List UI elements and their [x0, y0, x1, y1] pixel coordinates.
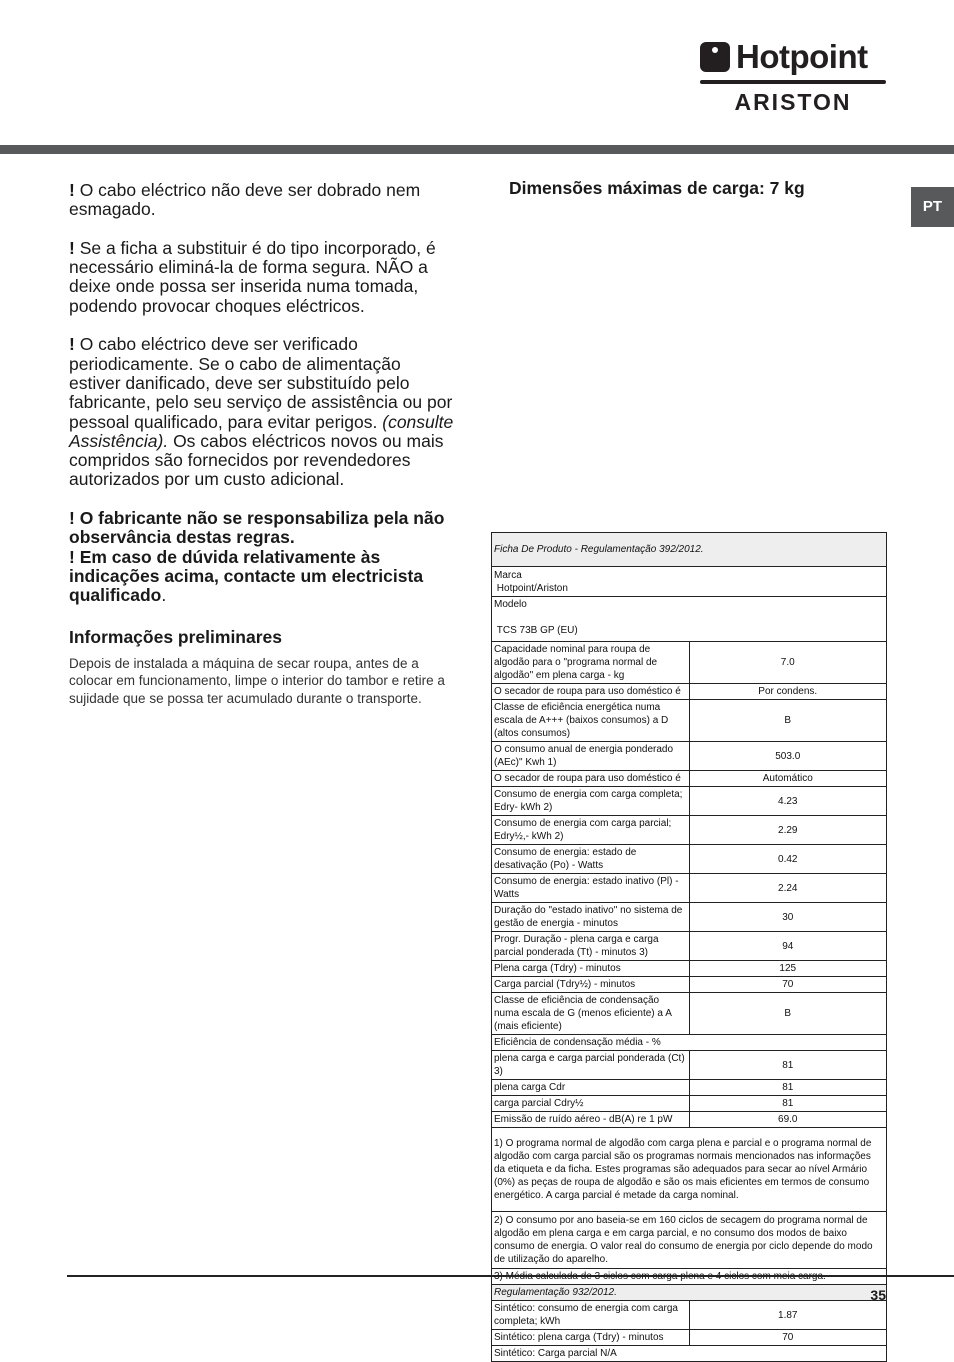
footnote-2: 2) O consumo por ano baseia-se em 160 ciclos de secagem do programa normal de algodão em plena carga e em carga parcial, e no consumo dos modos de baixo consumo de energia. O valor real do consumo de energia por ciclo depende do modo de utilização do aparelho.	[492, 1212, 887, 1269]
row-value: 70	[689, 1330, 887, 1346]
row-value: 94	[689, 932, 887, 961]
row-value: Por condens.	[689, 684, 887, 700]
model-cell: Modelo TCS 73B GP (EU)	[492, 597, 887, 642]
table-row	[492, 1051, 887, 1080]
row-value: 0.42	[689, 845, 887, 874]
row-value: 69.0	[689, 1112, 887, 1128]
footer-rule	[67, 1275, 954, 1277]
table-row	[492, 684, 887, 700]
logo-brand-name: Hotpoint	[736, 38, 868, 75]
table-row	[492, 1128, 887, 1212]
row-label: carga parcial Cdry½	[492, 1096, 690, 1112]
row-value: Automático	[689, 771, 887, 787]
warning-cable-check: ! O cabo eléctrico deve ser verificado periodicamente. Se o cabo de alimentação estiver danificado, deve ser substituído pelo fabricante, pelo seu serviço de assistência ou por pessoal qualificado, para evitar perigos. (consulte Assistência). Os cabos eléctricos novos ou mais compridos são fornecidos por revendedores autorizados por um custo adicional.	[69, 334, 454, 490]
table-row	[492, 700, 887, 742]
table-row	[492, 1112, 887, 1128]
table-row	[492, 567, 887, 597]
condensation-label: Eficiência de condensação média - %	[492, 1035, 887, 1051]
section-title-preliminary: Informações preliminares	[69, 626, 282, 647]
row-label: Consumo de energia com carga completa; Edry- kWh 2)	[492, 787, 690, 816]
row-label: Sintético: consumo de energia com carga completa; kWh	[492, 1301, 690, 1330]
last-row: Sintético: Carga parcial N/A	[492, 1346, 887, 1362]
row-value: B	[689, 700, 887, 742]
table-row	[492, 932, 887, 961]
row-label: Duração do "estado inativo" no sistema de gestão de energia - minutos	[492, 903, 690, 932]
table-row	[492, 1346, 887, 1362]
row-value: 2.29	[689, 816, 887, 845]
row-value: 2.24	[689, 874, 887, 903]
row-label: Sintético: plena carga (Tdry) - minutos	[492, 1330, 690, 1346]
row-value: 503.0	[689, 742, 887, 771]
table-row	[492, 1035, 887, 1051]
table-row	[492, 597, 887, 642]
table-row	[492, 961, 887, 977]
row-label: Consumo de energia: estado inativo (Pl) - Watts	[492, 874, 690, 903]
row-label: Emissão de ruído aéreo - dB(A) re 1 pW	[492, 1112, 690, 1128]
row-value: 81	[689, 1096, 887, 1112]
row-value: 1.87	[689, 1301, 887, 1330]
row-value: 30	[689, 903, 887, 932]
row-label: plena carga e carga parcial ponderada (Ct) 3)	[492, 1051, 690, 1080]
fiche-header: Ficha De Produto - Regulamentação 392/2012.	[492, 533, 887, 567]
warning-electrician: ! Em caso de dúvida relativamente às indicações acima, contacte um electricista qualificado.	[69, 546, 424, 606]
brand-cell: Marca Hotpoint/Ariston	[492, 567, 887, 597]
table-row	[492, 874, 887, 903]
table-row	[492, 1212, 887, 1269]
product-fiche-table	[491, 532, 887, 1362]
row-label: Plena carga (Tdry) - minutos	[492, 961, 690, 977]
row-value: 81	[689, 1080, 887, 1096]
row-label: Capacidade nominal para roupa de algodão para o "programa normal de algodão" em plena carga - kg	[492, 642, 690, 684]
hotpoint-ariston-logo	[700, 38, 886, 114]
regulation-header: Regulamentação 932/2012.	[492, 1285, 887, 1301]
section-text-preliminary: Depois de instalada a máquina de secar roupa, antes de a colocar em funcionamento, limpe o interior do tambor e retire a sujidade que se possa ter acumulado durante o transporte.	[69, 655, 445, 706]
table-row	[492, 1285, 887, 1301]
table-header-row	[492, 533, 887, 567]
page-number: 35	[870, 1287, 886, 1303]
row-value: 81	[689, 1051, 887, 1080]
table-row	[492, 816, 887, 845]
table-row	[492, 903, 887, 932]
table-row	[492, 1330, 887, 1346]
table-row	[492, 977, 887, 993]
table-row	[492, 993, 887, 1035]
row-label: O secador de roupa para uso doméstico é	[492, 771, 690, 787]
row-label: Classe de eficiência de condensação numa escala de G (menos eficiente) a A (mais eficiente)	[492, 993, 690, 1035]
footnote-1: 1) O programa normal de algodão com carga plena e parcial e o programa normal de algodão com carga parcial são os programas normais mencionados nas informações da etiqueta e da ficha. Estes programas são adequados para secar ao nível Armário (0%) as peças de roupa de algodão e são os mais eficientes em termos de consumo energético. A carga parcial é metade da carga nominal.	[492, 1128, 887, 1212]
language-tab: PT	[911, 187, 954, 227]
row-label: O secador de roupa para uso doméstico é	[492, 684, 690, 700]
row-label: Classe de eficiência energética numa escala de A+++ (baixos consumos) a D (altos consumos)	[492, 700, 690, 742]
header-rule	[0, 145, 954, 154]
row-label: Consumo de energia com carga parcial; Edry½,- kWh 2)	[492, 816, 690, 845]
logo-subbrand: ARISTON	[734, 89, 852, 115]
row-value: 4.23	[689, 787, 887, 816]
table-row	[492, 742, 887, 771]
left-column	[69, 181, 454, 707]
row-label: Consumo de energia: estado de desativação (Po) - Watts	[492, 845, 690, 874]
max-load-title: Dimensões máximas de carga: 7 kg	[509, 178, 805, 198]
table-row	[492, 1080, 887, 1096]
row-value: 125	[689, 961, 887, 977]
table-row	[492, 1096, 887, 1112]
warning-manufacturer: ! O fabricante não se responsabiliza pela não observância destas regras.	[69, 508, 445, 548]
row-label: O consumo anual de energia ponderado (AEc)" Kwh 1)	[492, 742, 690, 771]
row-label: Progr. Duração - plena carga e carga parcial ponderada (Tt) - minutos 3)	[492, 932, 690, 961]
table-row	[492, 771, 887, 787]
warning-cable-bending: ! O cabo eléctrico não deve ser dobrado nem esmagado.	[69, 180, 421, 220]
table-row	[492, 787, 887, 816]
hotpoint-logo-icon	[700, 42, 730, 72]
row-value: 70	[689, 977, 887, 993]
row-value: 7.0	[689, 642, 887, 684]
row-value: B	[689, 993, 887, 1035]
table-row	[492, 845, 887, 874]
table-row	[492, 1301, 887, 1330]
warning-plug-disposal: ! Se a ficha a substituir é do tipo incorporado, é necessário eliminá-la de forma segura. NÃO a deixe onde possa ser inserida numa tomada, podendo provocar choques eléctricos.	[69, 237, 436, 316]
table-row	[492, 642, 887, 684]
logo-divider	[700, 80, 886, 84]
row-label: plena carga Cdr	[492, 1080, 690, 1096]
row-label: Carga parcial (Tdry½) - minutos	[492, 977, 690, 993]
